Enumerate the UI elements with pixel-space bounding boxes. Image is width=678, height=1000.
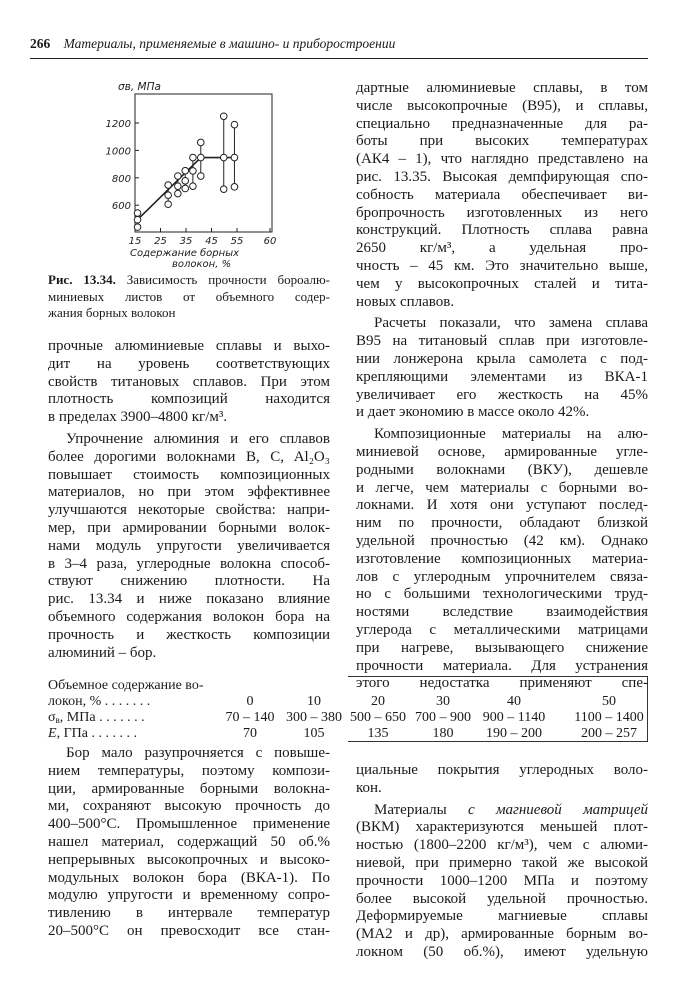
data-point xyxy=(220,113,227,120)
text-line: специально предназначенные для ра- xyxy=(356,115,648,132)
x-tick-label: 60 xyxy=(263,236,277,247)
text-line: повышает стоимость композиционных xyxy=(48,466,330,483)
paragraph xyxy=(356,802,648,962)
table-cell: 135 xyxy=(367,726,389,741)
table-cell: 70 – 140 xyxy=(225,710,275,725)
text-line: чем у высокопрочных сталей и тита- xyxy=(356,275,648,292)
text-line: нием температуры, поэтому компози- xyxy=(48,762,330,779)
data-point xyxy=(134,224,141,231)
text-line: ностью (1800–2200 кг/м³), чем с алюми- xyxy=(356,837,648,854)
text-line: ним по прочности, обладают близкой xyxy=(356,515,648,532)
text-line: ми, сохраняют высокую прочность до xyxy=(48,798,330,815)
table-cell: 180 xyxy=(432,726,454,741)
right-column-bottom xyxy=(356,762,648,966)
left-column-top xyxy=(48,338,330,666)
text-line: Расчеты показали, что замена сплава xyxy=(374,315,648,332)
table-cell: 700 – 900 xyxy=(415,710,471,725)
text-line: новых сплавов. xyxy=(356,293,455,310)
page-number: 266 xyxy=(30,36,51,51)
text-line: и легче, чем материалы с борными во- xyxy=(356,479,648,496)
data-point xyxy=(175,183,182,190)
y-tick-label: 1200 xyxy=(105,119,131,130)
text-line: прочные алюминиевые сплавы и выхо- xyxy=(48,338,330,354)
text-line: Композиционные материалы на алю- xyxy=(374,426,648,443)
x-tick-label: 55 xyxy=(230,236,244,247)
text-line: 400–500°С. Промышленное применение xyxy=(48,816,330,833)
text-line: более дорогими волокнами B, C, Al₂O₃ xyxy=(48,448,330,465)
text-line: локнами. И хотя они уступают послед- xyxy=(356,497,648,514)
data-point xyxy=(197,154,204,161)
data-point xyxy=(165,192,172,199)
data-point xyxy=(175,173,182,180)
text-line: изготовление композиционных материа- xyxy=(356,550,648,567)
text-line: лов с углеродным упрочнителем связа- xyxy=(356,568,648,585)
text-line: ции, армированные борными волокна- xyxy=(48,780,330,797)
data-point xyxy=(134,216,141,223)
text-line: модульных волокон бора (ВКА-1). По xyxy=(48,869,330,886)
text-line: 20–500°С он превосходит все стан- xyxy=(48,922,330,939)
data-point xyxy=(190,168,197,175)
table-cell: 900 – 1140 xyxy=(482,710,546,725)
data-point xyxy=(165,182,172,189)
text-line: собность материала обеспечивает ви- xyxy=(356,186,648,203)
data-point xyxy=(165,201,172,208)
left-column-bottom xyxy=(48,745,330,945)
text-line: плотность композиций находится xyxy=(48,391,330,408)
x-tick-label: 15 xyxy=(128,236,142,247)
data-point xyxy=(231,184,238,191)
data-point xyxy=(190,154,197,161)
x-axis-label: Содержание борных xyxy=(130,248,240,259)
text-line: материалов, но при этом эффективнее xyxy=(48,484,330,501)
text-line: непрерывных высокопрочных и высоко- xyxy=(48,851,330,868)
table-label: $\sigma_в$, МПа . . . . . . . xyxy=(48,710,145,725)
text-line: и дает экономию в массе около 42%. xyxy=(356,404,590,421)
data-point xyxy=(190,183,197,190)
text-line: ниевой, при примерно такой же высокой xyxy=(356,854,648,871)
data-point xyxy=(231,121,238,128)
text-line: локном (50 об.%), имеют удельную xyxy=(356,943,648,960)
table-cell: 0 xyxy=(246,694,254,709)
figure-caption xyxy=(48,272,330,322)
table-cell: 20 xyxy=(371,694,385,709)
data-point xyxy=(182,178,189,185)
text-line: бропрочность изготовленных из него xyxy=(356,204,648,221)
data-point xyxy=(182,185,189,192)
text-line: рис. 13.35. Высокая демпфирующая спо- xyxy=(356,168,648,185)
table-cell: 40 xyxy=(507,694,521,709)
x-tick-label: 35 xyxy=(179,236,193,247)
text-line: Бор мало разупрочняется с повыше- xyxy=(66,745,330,761)
text-line: прочность и жесткость композиции xyxy=(48,626,330,643)
text-line: (МА2 и др), армированные борным во- xyxy=(356,926,648,943)
table-cell: 500 – 650 xyxy=(350,710,406,725)
right-column-top xyxy=(356,80,648,697)
text-line: углерода с металлическими матрицами xyxy=(356,621,648,638)
table-cell: 30 xyxy=(436,694,450,709)
x-tick-label: 25 xyxy=(154,236,167,247)
y-tick-label: 1000 xyxy=(105,146,131,158)
y-axis-label: σв, МПа xyxy=(118,81,161,93)
paragraph xyxy=(356,315,648,422)
text-line: миниевой основе, армированные угле- xyxy=(356,443,648,460)
text-line: рис. 13.34 и ниже показано влияние xyxy=(48,591,330,608)
text-line: нии лонжерона крыла самолета с под- xyxy=(356,350,648,367)
text-line: тивлению в интервале температур xyxy=(48,905,330,922)
table-cell: 70 xyxy=(243,726,257,741)
paragraph xyxy=(48,431,330,662)
text-line: мер, при армировании борными волок- xyxy=(48,519,330,536)
x-axis-label: волокон, % xyxy=(172,259,232,270)
caption-label: Рис. 13.34. xyxy=(48,272,116,287)
data-point xyxy=(175,190,182,197)
text-line: циальные покрытия углеродных воло- xyxy=(356,762,648,778)
text-line: ствуют снижению плотности. На xyxy=(48,573,330,590)
text-line: прочности материала. Для устранения xyxy=(356,657,648,674)
text-line: в пределах 3900–4800 кг/м³. xyxy=(48,409,228,426)
text-line: Материалы с магниевой матрицей xyxy=(374,801,649,818)
data-point xyxy=(231,154,238,161)
running-header xyxy=(30,36,648,59)
table-cell: 10 xyxy=(307,694,321,709)
paragraph xyxy=(356,426,648,693)
data-point xyxy=(197,173,204,180)
table-label: локон, % . . . . . . . xyxy=(48,694,151,709)
text-line: числе высокопрочные (В95), и сплавы, xyxy=(356,97,648,114)
data-point xyxy=(220,154,227,161)
paragraph xyxy=(356,80,648,311)
italic-phrase: с магниевой матрицей xyxy=(468,801,649,818)
text-line: прочности 1000–1200 МПа и поэтому xyxy=(356,872,648,889)
paragraph xyxy=(48,338,330,427)
table-cell: 50 xyxy=(602,694,616,709)
text-line: удельной прочностью (42 км). Однако xyxy=(356,532,648,549)
data-point xyxy=(134,210,141,217)
y-tick-label: 600 xyxy=(111,201,131,213)
text-line: (АК4 – 1), что наглядно представлено на xyxy=(356,151,648,168)
running-title: Материалы, применяемые в машино- и приборостроении xyxy=(63,36,396,51)
plot-frame xyxy=(135,94,272,232)
text-line: чность – 45 км. Это значительно выше, xyxy=(356,257,648,274)
table-cell: 190 – 200 xyxy=(486,726,542,741)
text-line: 2650 кг/м³, а удельная про- xyxy=(356,240,648,257)
text-line: Упрочнение алюминия и его сплавов xyxy=(66,430,330,447)
text-line: боты при высоких температурах xyxy=(356,133,648,150)
paragraph xyxy=(48,745,330,941)
table-cell: 300 – 380 xyxy=(286,710,342,725)
text-line: но с большими технологическими труд- xyxy=(356,586,648,603)
data-point xyxy=(182,167,189,174)
table-label: Объемное содержание во- xyxy=(48,678,204,693)
text-line: в 3–4 раза, углеродные волокна способ- xyxy=(48,555,330,572)
text-line: нашел материал, содержащий 50 об.% xyxy=(48,833,330,850)
text-line: родными волокнами (ВКУ), дешевле xyxy=(356,461,648,478)
text-line: конструкций. Плотность сплава равна xyxy=(356,222,648,239)
text-line: при нагреве, вызывающего снижение xyxy=(356,639,648,656)
text-line: этого недостатка применяют спе- xyxy=(356,675,648,692)
caption-line: миниевых листов от объемного содер- xyxy=(48,288,330,304)
text-line: (ВКМ) характеризуются меньшей плот- xyxy=(356,819,648,836)
text-line: улучшаются некоторые свойства: напри- xyxy=(48,502,330,519)
text-line: дартные алюминиевые сплавы, в том xyxy=(356,80,648,96)
text-line: алюминий – бор. xyxy=(48,644,157,661)
text-line: Деформируемые магниевые сплавы xyxy=(356,908,648,925)
caption-line: Зависимость прочности бороалю- xyxy=(126,272,330,287)
text-line: ностями вследствие взаимодействия xyxy=(356,604,648,621)
text-line: более высокой удельной прочностью. xyxy=(356,890,648,907)
text-line: модулю упругости и временному сопро- xyxy=(48,887,330,904)
table-label: E, ГПа . . . . . . . xyxy=(48,726,137,741)
fiber-content-table xyxy=(48,676,648,742)
text-line: кон. xyxy=(356,779,382,796)
text-line: свойств титановых сплавов. При этом xyxy=(48,373,330,390)
table-cell: 105 xyxy=(303,726,325,741)
caption-line: жания борных волокон xyxy=(48,305,176,320)
text-line: дит на уровень соответствующих xyxy=(48,355,330,372)
text-line: увеличивает его жесткость на 45% xyxy=(356,386,648,403)
x-tick-label: 45 xyxy=(205,236,218,247)
text-line: В95 на титановый сплав при изготовле- xyxy=(356,333,648,350)
data-point xyxy=(197,139,204,146)
text-line: объемного содержания волокон бора на xyxy=(48,608,330,625)
table-cell: 200 – 257 xyxy=(581,726,637,741)
paragraph xyxy=(356,762,648,798)
data-point xyxy=(220,186,227,193)
text-line: крепляющими элементами из ВКА-1 xyxy=(356,368,648,385)
y-tick-label: 800 xyxy=(111,173,131,185)
text-line: нами модуль упругости увеличивается xyxy=(48,537,330,554)
figure-13-34-chart xyxy=(100,78,300,272)
table-cell: 1100 – 1400 xyxy=(574,710,644,725)
